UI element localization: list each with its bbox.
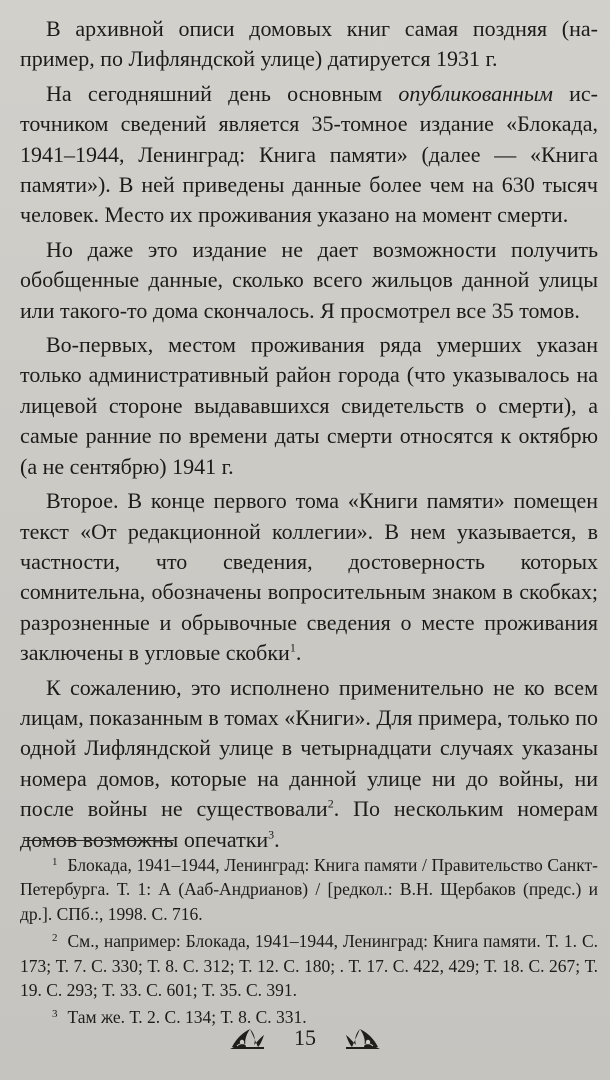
page-number: 15 <box>294 1025 316 1050</box>
paragraph-text: К сожалению, это исполнено применительно не ко всем лицам, показанным в томах «Книги». Для примера, только по одной Лифляндской улице в четырнадцати случаях указаны номера домов, которые на данной улице ни до войны, ни после войны не существовали <box>20 674 598 822</box>
paragraph-text: . <box>274 826 280 852</box>
footnote-ref: 3 <box>268 827 275 842</box>
footnote <box>20 926 598 1002</box>
footnote-ref: 1 <box>289 640 296 655</box>
footnote-number: 2 <box>52 932 58 945</box>
paragraph <box>20 330 598 482</box>
paragraph-text: источником сведений является 35-томное издание «Блокада, 1941–1944, Ленинград: Книга памяти» (далее — «Книга памяти»). В ней приведены данные более чем на 630 тысяч человек. Место их проживания указано на момент смерти. <box>20 80 598 228</box>
corner-ornament-icon <box>344 1025 382 1051</box>
footnote-text: Там же. Т. 2. С. 134; Т. 8. С. 331. <box>67 1007 307 1028</box>
paragraph <box>20 673 598 855</box>
paragraph <box>20 486 598 668</box>
footnote-separator <box>24 840 174 841</box>
footnote-ref: 2 <box>327 796 334 811</box>
paragraph <box>20 235 598 326</box>
paragraph-text: . По нескольким номерам домов возможны опечатки <box>20 796 598 852</box>
footnotes <box>20 850 598 1030</box>
page-footer <box>0 1018 610 1058</box>
footnote-text: Блокада, 1941–1944, Ленинград: Книга памяти / Правительство Санкт-Петербурга. Т. 1: А (Ааб-Андрианов) / [редкол.: В.Н. Щербаков (предс.) и др.]. СПб.:, 1998. С. 716. <box>20 855 598 924</box>
paragraph-text: Во-первых, местом проживания ряда умерших указан только административный район города (что указывалось на лицевой стороне выдававшихся свидетельств о смерти), а самые ранние по времени даты смерти относятся к октябрю (а не сентябрю) 1941 г. <box>20 332 598 479</box>
paragraph-text: На сегодняшний день основным <box>46 80 399 106</box>
paragraph <box>20 14 598 75</box>
paragraph <box>20 79 598 231</box>
paragraph-text: . <box>295 640 302 666</box>
main-text <box>20 14 598 859</box>
footnote-number: 1 <box>52 856 58 868</box>
paragraph-text: В архивной описи домовых книг самая поздняя (например, по Лифляндской улице) датируется 1931 г. <box>20 16 598 72</box>
emphasis-text: опубликованным <box>398 80 553 106</box>
footnote <box>20 850 598 926</box>
corner-ornament-icon <box>228 1025 266 1051</box>
paragraph-text: Второе. В конце первого тома «Книги памяти» помещен текст «От редакционной коллегии». В нем указывается, в частности, что сведения, достоверность которых сомнительна, обозначены вопросительным знаком в скобках; разрозненные и обрывочные сведения о месте проживания заключены в угловые скобки <box>20 488 598 666</box>
paragraph-text: Но даже это издание не дает возможности получить обобщенные данные, сколько всего жильцов данной улицы или такого-то дома скончалось. Я просмотрел все 35 томов. <box>20 236 598 323</box>
footnote-text: См., например: Блокада, 1941–1944, Ленинград: Книга памяти. Т. 1. С. 173; Т. 7. С. 330; Т. 8. С. 312; Т. 12. С. 180; . Т. 17. С. 422, 429; Т. 18. С. 267; Т. 19. С. 293; Т. 33. С. 601; Т. 35. С. 391. <box>20 931 598 1001</box>
footnote-number: 3 <box>52 1008 58 1021</box>
